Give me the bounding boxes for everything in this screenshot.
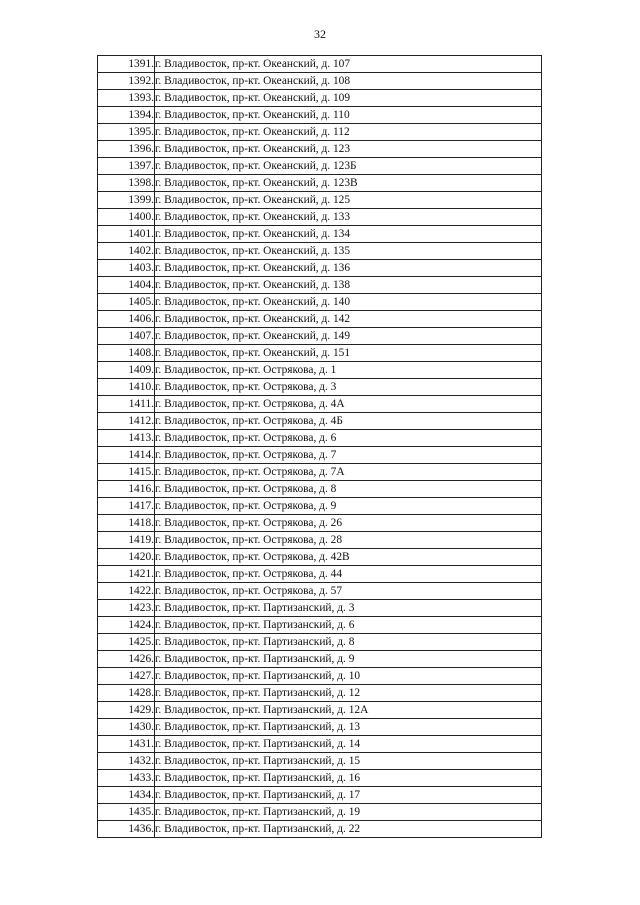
row-number: 1398. — [98, 175, 155, 192]
table-row — [98, 192, 542, 209]
row-number: 1421. — [98, 566, 155, 583]
row-address: г. Владивосток, пр-кт. Океанский, д. 123Б — [155, 158, 542, 175]
table-row — [98, 719, 542, 736]
row-number: 1424. — [98, 617, 155, 634]
table-row — [98, 260, 542, 277]
table-row — [98, 464, 542, 481]
row-address: г. Владивосток, пр-кт. Острякова, д. 57 — [155, 583, 542, 600]
row-address: г. Владивосток, пр-кт. Партизанский, д. 22 — [155, 821, 542, 838]
address-table — [97, 55, 542, 838]
row-address: г. Владивосток, пр-кт. Партизанский, д. 6 — [155, 617, 542, 634]
table-row — [98, 685, 542, 702]
table-row — [98, 430, 542, 447]
row-number: 1396. — [98, 141, 155, 158]
row-number: 1423. — [98, 600, 155, 617]
table-row — [98, 413, 542, 430]
row-number: 1408. — [98, 345, 155, 362]
row-address: г. Владивосток, пр-кт. Океанский, д. 142 — [155, 311, 542, 328]
table-row — [98, 379, 542, 396]
table-row — [98, 56, 542, 73]
row-number: 1394. — [98, 107, 155, 124]
row-address: г. Владивосток, пр-кт. Океанский, д. 134 — [155, 226, 542, 243]
row-address: г. Владивосток, пр-кт. Океанский, д. 123 — [155, 141, 542, 158]
table-row — [98, 668, 542, 685]
row-number: 1397. — [98, 158, 155, 175]
address-table-body — [98, 56, 542, 838]
table-row — [98, 107, 542, 124]
row-number: 1428. — [98, 685, 155, 702]
table-row — [98, 787, 542, 804]
row-number: 1430. — [98, 719, 155, 736]
row-number: 1418. — [98, 515, 155, 532]
table-row — [98, 651, 542, 668]
row-number: 1420. — [98, 549, 155, 566]
row-address: г. Владивосток, пр-кт. Острякова, д. 26 — [155, 515, 542, 532]
row-address: г. Владивосток, пр-кт. Острякова, д. 44 — [155, 566, 542, 583]
row-address: г. Владивосток, пр-кт. Острякова, д. 4Б — [155, 413, 542, 430]
row-address: г. Владивосток, пр-кт. Острякова, д. 42В — [155, 549, 542, 566]
table-row — [98, 770, 542, 787]
row-address: г. Владивосток, пр-кт. Партизанский, д. 17 — [155, 787, 542, 804]
row-address: г. Владивосток, пр-кт. Острякова, д. 1 — [155, 362, 542, 379]
table-row — [98, 532, 542, 549]
row-address: г. Владивосток, пр-кт. Партизанский, д. 14 — [155, 736, 542, 753]
row-number: 1417. — [98, 498, 155, 515]
row-address: г. Владивосток, пр-кт. Океанский, д. 138 — [155, 277, 542, 294]
row-number: 1411. — [98, 396, 155, 413]
row-address: г. Владивосток, пр-кт. Партизанский, д. 15 — [155, 753, 542, 770]
row-number: 1416. — [98, 481, 155, 498]
table-row — [98, 600, 542, 617]
row-number: 1425. — [98, 634, 155, 651]
row-address: г. Владивосток, пр-кт. Океанский, д. 140 — [155, 294, 542, 311]
table-row — [98, 702, 542, 719]
row-number: 1427. — [98, 668, 155, 685]
row-address: г. Владивосток, пр-кт. Острякова, д. 6 — [155, 430, 542, 447]
table-row — [98, 124, 542, 141]
row-number: 1407. — [98, 328, 155, 345]
row-number: 1395. — [98, 124, 155, 141]
row-number: 1429. — [98, 702, 155, 719]
row-number: 1393. — [98, 90, 155, 107]
table-row — [98, 634, 542, 651]
row-number: 1432. — [98, 753, 155, 770]
table-row — [98, 73, 542, 90]
row-number: 1403. — [98, 260, 155, 277]
row-number: 1409. — [98, 362, 155, 379]
row-address: г. Владивосток, пр-кт. Острякова, д. 28 — [155, 532, 542, 549]
table-row — [98, 617, 542, 634]
row-address: г. Владивосток, пр-кт. Острякова, д. 9 — [155, 498, 542, 515]
table-row — [98, 209, 542, 226]
row-address: г. Владивосток, пр-кт. Океанский, д. 133 — [155, 209, 542, 226]
row-number: 1402. — [98, 243, 155, 260]
table-row — [98, 583, 542, 600]
row-address: г. Владивосток, пр-кт. Океанский, д. 109 — [155, 90, 542, 107]
row-address: г. Владивосток, пр-кт. Океанский, д. 107 — [155, 56, 542, 73]
row-number: 1414. — [98, 447, 155, 464]
row-address: г. Владивосток, пр-кт. Партизанский, д. 3 — [155, 600, 542, 617]
row-number: 1412. — [98, 413, 155, 430]
table-row — [98, 243, 542, 260]
row-number: 1401. — [98, 226, 155, 243]
row-address: г. Владивосток, пр-кт. Океанский, д. 112 — [155, 124, 542, 141]
row-number: 1406. — [98, 311, 155, 328]
table-row — [98, 345, 542, 362]
table-row — [98, 226, 542, 243]
table-row — [98, 277, 542, 294]
row-address: г. Владивосток, пр-кт. Острякова, д. 8 — [155, 481, 542, 498]
table-row — [98, 753, 542, 770]
table-row — [98, 141, 542, 158]
row-number: 1392. — [98, 73, 155, 90]
table-row — [98, 362, 542, 379]
table-row — [98, 736, 542, 753]
row-number: 1435. — [98, 804, 155, 821]
row-address: г. Владивосток, пр-кт. Партизанский, д. 12 — [155, 685, 542, 702]
row-number: 1419. — [98, 532, 155, 549]
row-address: г. Владивосток, пр-кт. Партизанский, д. 9 — [155, 651, 542, 668]
table-row — [98, 498, 542, 515]
row-address: г. Владивосток, пр-кт. Партизанский, д. 12А — [155, 702, 542, 719]
row-address: г. Владивосток, пр-кт. Партизанский, д. 8 — [155, 634, 542, 651]
table-row — [98, 294, 542, 311]
table-row — [98, 821, 542, 838]
table-row — [98, 549, 542, 566]
table-row — [98, 396, 542, 413]
row-number: 1422. — [98, 583, 155, 600]
row-address: г. Владивосток, пр-кт. Океанский, д. 151 — [155, 345, 542, 362]
row-number: 1399. — [98, 192, 155, 209]
page-number: 32 — [314, 27, 326, 41]
row-address: г. Владивосток, пр-кт. Океанский, д. 110 — [155, 107, 542, 124]
row-address: г. Владивосток, пр-кт. Острякова, д. 7 — [155, 447, 542, 464]
row-number: 1433. — [98, 770, 155, 787]
row-number: 1413. — [98, 430, 155, 447]
table-row — [98, 804, 542, 821]
row-number: 1404. — [98, 277, 155, 294]
row-address: г. Владивосток, пр-кт. Океанский, д. 123В — [155, 175, 542, 192]
row-address: г. Владивосток, пр-кт. Океанский, д. 149 — [155, 328, 542, 345]
row-address: г. Владивосток, пр-кт. Острякова, д. 7А — [155, 464, 542, 481]
row-address: г. Владивосток, пр-кт. Океанский, д. 108 — [155, 73, 542, 90]
row-number: 1434. — [98, 787, 155, 804]
row-address: г. Владивосток, пр-кт. Партизанский, д. 13 — [155, 719, 542, 736]
table-row — [98, 515, 542, 532]
table-row — [98, 328, 542, 345]
table-row — [98, 447, 542, 464]
row-address: г. Владивосток, пр-кт. Океанский, д. 125 — [155, 192, 542, 209]
row-number: 1405. — [98, 294, 155, 311]
table-row — [98, 311, 542, 328]
row-address: г. Владивосток, пр-кт. Партизанский, д. 16 — [155, 770, 542, 787]
row-address: г. Владивосток, пр-кт. Океанский, д. 136 — [155, 260, 542, 277]
row-address: г. Владивосток, пр-кт. Партизанский, д. 10 — [155, 668, 542, 685]
table-row — [98, 90, 542, 107]
row-number: 1410. — [98, 379, 155, 396]
table-row — [98, 175, 542, 192]
row-address: г. Владивосток, пр-кт. Острякова, д. 4А — [155, 396, 542, 413]
table-row — [98, 158, 542, 175]
row-number: 1391. — [98, 56, 155, 73]
table-row — [98, 566, 542, 583]
row-address: г. Владивосток, пр-кт. Партизанский, д. 19 — [155, 804, 542, 821]
row-number: 1415. — [98, 464, 155, 481]
table-row — [98, 481, 542, 498]
row-address: г. Владивосток, пр-кт. Океанский, д. 135 — [155, 243, 542, 260]
row-number: 1431. — [98, 736, 155, 753]
row-number: 1426. — [98, 651, 155, 668]
row-number: 1436. — [98, 821, 155, 838]
row-number: 1400. — [98, 209, 155, 226]
row-address: г. Владивосток, пр-кт. Острякова, д. 3 — [155, 379, 542, 396]
